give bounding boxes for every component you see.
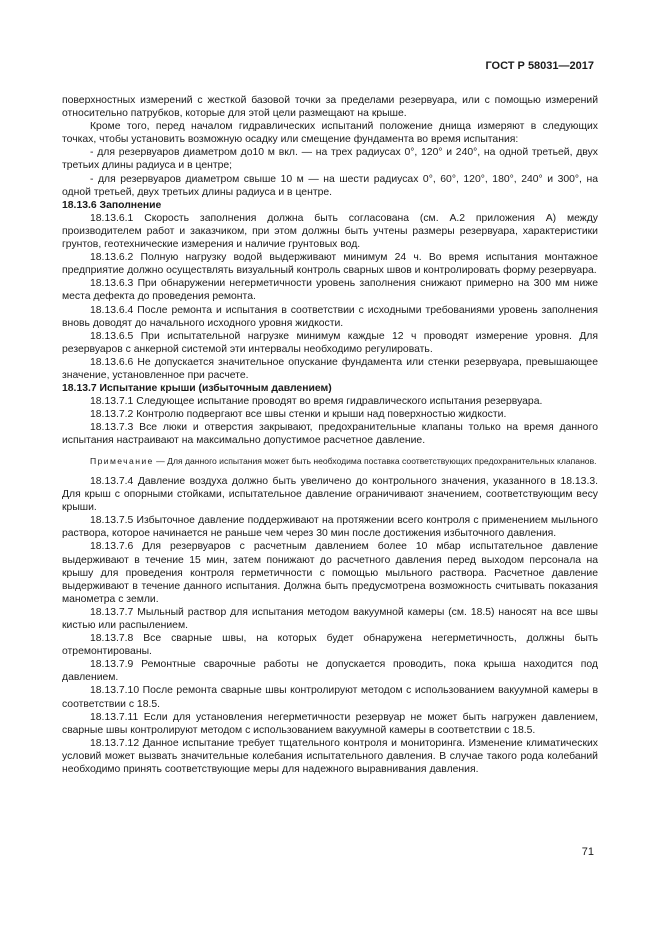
section-heading: 18.13.6 Заполнение	[62, 199, 162, 211]
paragraph: 18.13.6.5 При испытательной нагрузке минимум каждые 12 ч проводят измерение уровня. Для резервуаров с анкерной системой эти интервалы необходимо регулировать.	[62, 330, 598, 355]
paragraph: поверхностных измерений с жесткой базовой точки за пределами резервуара, или с помощью измерений относительно патрубков, которые для этой цели размещают на крыше.	[62, 95, 598, 120]
paragraph: 18.13.7.10 После ремонта сварные швы контролируют методом с использованием вакуумной камеры в соответствии с 18.5.	[62, 685, 598, 710]
note-label: Примечание	[90, 455, 154, 466]
paragraph: 18.13.7.11 Если для установления негерметичности резервуар не может быть нагружен давлением, сварные швы контролируют методом с использованием вакуумной камеры в соответствии с 18.5.	[62, 711, 598, 736]
note	[62, 456, 598, 467]
document-code: ГОСТ Р 58031—2017	[485, 60, 594, 72]
page-body	[62, 94, 598, 776]
paragraph: 18.13.6.1 Скорость заполнения должна быть согласована (см. А.2 приложения А) между производителем работ и заказчиком, при этом должны быть учтены размеры резервуара, характеристики грунтов, геотехнические измерения и наличие грунтовых вод.	[62, 212, 598, 251]
list-item: - для резервуаров диаметром до10 м вкл. — на трех радиусах 0°, 120° и 240°, на одной третьей, двух третьих длины радиуса и в центре;	[62, 147, 598, 172]
paragraph: 18.13.7.12 Данное испытание требует тщательного контроля и мониторинга. Изменение климатических условий может вызвать значительные колебания испытательного давления. В случае такого рода колебаний необходимо принять соответствующие меры для надежного выравнивания давления.	[62, 737, 598, 775]
section-heading: 18.13.7 Испытание крыши (избыточным давлением)	[62, 383, 332, 395]
paragraph: 18.13.6.3 При обнаружении негерметичности уровень заполнения снижают примерно на 300 мм ниже места дефекта до проведения ремонта.	[62, 278, 598, 303]
paragraph: 18.13.7.9 Ремонтные сварочные работы не допускается проводить, пока крыша находится под давлением.	[62, 659, 598, 684]
list-item: - для резервуаров диаметром свыше 10 м — на шести радиусах 0°, 60°, 120°, 180°, 240° и 300°, на одной третьей, двух третьих длины радиуса и в центре.	[62, 173, 598, 198]
paragraph: Кроме того, перед началом гидравлических испытаний положение днища измеряют в следующих точках, чтобы установить возможную осадку или смещение фундамента во время испытания:	[62, 121, 598, 146]
paragraph: 18.13.6.4 После ремонта и испытания в соответствии с исходными требованиями уровень заполнения вновь доводят до начального исходного уровня жидкости.	[62, 304, 598, 329]
paragraph: 18.13.7.3 Все люки и отверстия закрывают, предохранительные клапаны только на время данного испытания настраивают на максимально допустимое расчетное давление.	[62, 422, 598, 447]
paragraph: 18.13.7.5 Избыточное давление поддерживают на протяжении всего контроля с применением мыльного раствора, которое начинается не раньше чем через 30 мин после достижения избыточного давления.	[62, 515, 598, 540]
paragraph: 18.13.6.2 Полную нагрузку водой выдерживают минимум 24 ч. Во время испытания монтажное предприятие должно осуществлять визуальный контроль сварных швов и контролировать форму резервуара.	[62, 252, 598, 277]
paragraph: 18.13.7.7 Мыльный раствор для испытания методом вакуумной камеры (см. 18.5) наносят на все швы кистью или распылением.	[62, 606, 598, 631]
paragraph: 18.13.7.2 Контролю подвергают все швы стенки и крыши над поверхностью жидкости.	[90, 409, 507, 421]
note-text: — Для данного испытания может быть необходима поставка соответствующих предохранительных клапанов.	[156, 455, 597, 466]
paragraph: 18.13.6.6 Не допускается значительное опускание фундамента или стенки резервуара, превышающее значение, установленное при расчете.	[62, 356, 598, 381]
paragraph: 18.13.7.6 Для резервуаров с расчетным давлением более 10 мбар испытательное давление выдерживают в течение 15 мин, затем понижают до расчетного давления перед выходом персонала на крышу для проведения контроля герметичности с помощью мыльного раствора. Расчетное давление выдерживают в течение данного испытания. Должна быть предусмотрена возможность считывать показания манометра с земли.	[62, 541, 598, 605]
paragraph: 18.13.7.1 Следующее испытание проводят во время гидравлического испытания резервуара.	[90, 396, 543, 408]
paragraph: 18.13.7.4 Давление воздуха должно быть увеличено до контрольного значения, указанного в 18.13.3. Для крыш с опорными стойками, испытательное давление ограничивают значением, соответствующим весу крыши.	[62, 475, 598, 514]
page-number: 71	[581, 846, 594, 858]
paragraph: 18.13.7.8 Все сварные швы, на которых будет обнаружена негерметичность, должны быть отремонтированы.	[62, 633, 598, 658]
